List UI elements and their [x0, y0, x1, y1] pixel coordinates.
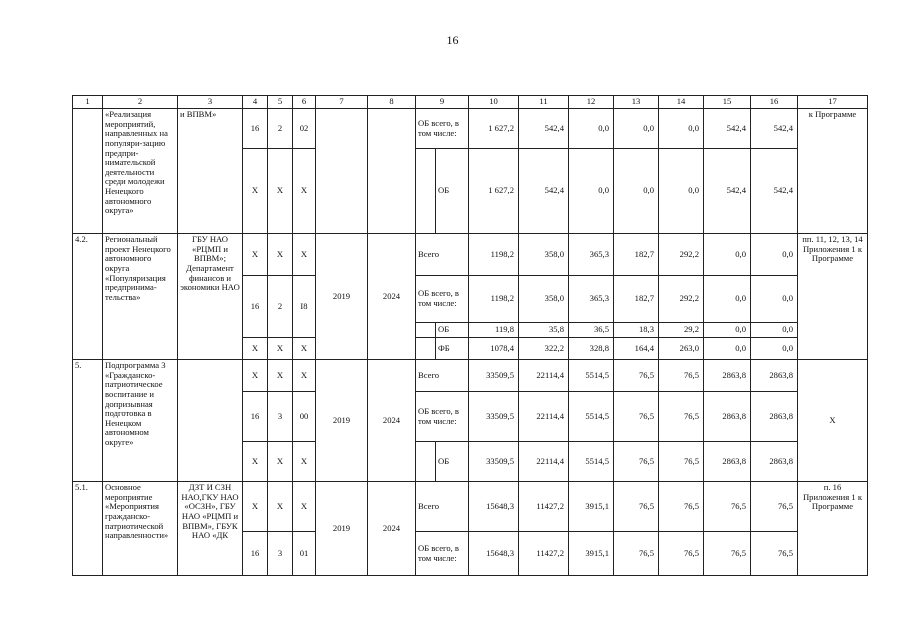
value-cell: 2863,8 [704, 360, 751, 392]
table-row [73, 109, 868, 149]
value-cell: 2863,8 [751, 392, 798, 442]
code-cell: X [243, 482, 268, 532]
column-header: 15 [704, 96, 751, 109]
code-cell: 02 [293, 109, 316, 149]
value-cell: 0,0 [614, 109, 659, 149]
table-row [73, 234, 868, 276]
value-cell: 22114,4 [519, 442, 569, 482]
value-cell: 22114,4 [519, 392, 569, 442]
code-cell: 2 [268, 109, 293, 149]
value-cell: 76,5 [659, 442, 704, 482]
code-cell: X [243, 338, 268, 360]
reference-cell: п. 16 Приложения 1 к Программе [798, 482, 868, 576]
value-cell: 365,3 [569, 276, 614, 323]
end-year: 2024 [368, 360, 416, 482]
code-cell: X [268, 360, 293, 392]
value-cell: 0,0 [751, 338, 798, 360]
row-number: 4.2. [73, 234, 103, 360]
value-cell: 33509,5 [469, 360, 519, 392]
start-year: 2019 [316, 360, 368, 482]
value-cell: 76,5 [614, 442, 659, 482]
value-cell: 76,5 [614, 392, 659, 442]
value-cell: 0,0 [659, 109, 704, 149]
code-cell: 2 [268, 276, 293, 338]
value-cell: 542,4 [704, 109, 751, 149]
value-cell: 11427,2 [519, 482, 569, 532]
executor: и ВПВМ» [178, 109, 243, 234]
code-cell: X [293, 442, 316, 482]
value-cell: 542,4 [519, 109, 569, 149]
code-cell: 16 [243, 392, 268, 442]
value-cell: 76,5 [614, 532, 659, 576]
row-number: 5.1. [73, 482, 103, 576]
code-cell: 3 [268, 532, 293, 576]
code-cell: 3 [268, 392, 293, 442]
value-cell: 0,0 [704, 276, 751, 323]
value-cell: 5514,5 [569, 360, 614, 392]
funding-source: ОБ всего, в том числе: [416, 532, 469, 576]
value-cell: 263,0 [659, 338, 704, 360]
column-header: 5 [268, 96, 293, 109]
value-cell: 119,8 [469, 323, 519, 338]
indent-cell [416, 338, 436, 360]
value-cell: 365,3 [569, 234, 614, 276]
value-cell: 1198,2 [469, 234, 519, 276]
column-header: 9 [416, 96, 469, 109]
value-cell: 0,0 [704, 234, 751, 276]
executor: ГБУ НАО «РЦМП и ВПВМ»; Департамент финансов и экономики НАО [178, 234, 243, 360]
value-cell: 2863,8 [704, 442, 751, 482]
table-row [73, 482, 868, 532]
value-cell: 5514,5 [569, 392, 614, 442]
column-header: 12 [569, 96, 614, 109]
code-cell: 16 [243, 109, 268, 149]
code-cell: 00 [293, 392, 316, 442]
value-cell: 11427,2 [519, 532, 569, 576]
indent-cell [416, 323, 436, 338]
reference-cell: X [798, 360, 868, 482]
value-cell: 15648,3 [469, 482, 519, 532]
code-cell: I8 [293, 276, 316, 338]
value-cell: 76,5 [659, 392, 704, 442]
indent-cell [416, 442, 436, 482]
column-header: 14 [659, 96, 704, 109]
code-cell: X [293, 338, 316, 360]
start-year: 2019 [316, 482, 368, 576]
value-cell: 328,8 [569, 338, 614, 360]
funding-source: ОБ [436, 442, 469, 482]
event-name: Региональный проект Ненецкого автономного округа «Популяризация предпринима-тельства» [103, 234, 178, 360]
start-year [316, 109, 368, 234]
funding-source: Всего [416, 234, 469, 276]
value-cell: 5514,5 [569, 442, 614, 482]
column-header: 6 [293, 96, 316, 109]
value-cell: 1078,4 [469, 338, 519, 360]
code-cell: X [243, 442, 268, 482]
code-cell: X [268, 482, 293, 532]
value-cell: 76,5 [614, 482, 659, 532]
value-cell: 76,5 [659, 532, 704, 576]
table-header-row [73, 96, 868, 109]
value-cell: 76,5 [751, 482, 798, 532]
row-number [73, 109, 103, 234]
value-cell: 15648,3 [469, 532, 519, 576]
code-cell: 16 [243, 532, 268, 576]
column-header: 11 [519, 96, 569, 109]
funding-source: ОБ [436, 323, 469, 338]
value-cell: 0,0 [751, 323, 798, 338]
funding-source: ФБ [436, 338, 469, 360]
value-cell: 542,4 [704, 149, 751, 234]
code-cell: X [293, 149, 316, 234]
funding-source: Всего [416, 482, 469, 532]
value-cell: 3915,1 [569, 532, 614, 576]
reference-cell: к Программе [798, 109, 868, 234]
code-cell: X [268, 338, 293, 360]
value-cell: 3915,1 [569, 482, 614, 532]
code-cell: 01 [293, 532, 316, 576]
start-year: 2019 [316, 234, 368, 360]
code-cell: X [268, 149, 293, 234]
column-header: 1 [73, 96, 103, 109]
code-cell: X [243, 360, 268, 392]
value-cell: 2863,8 [704, 392, 751, 442]
end-year [368, 109, 416, 234]
code-cell: X [243, 149, 268, 234]
value-cell: 1 627,2 [469, 109, 519, 149]
column-header: 2 [103, 96, 178, 109]
code-cell: 16 [243, 276, 268, 338]
column-header: 3 [178, 96, 243, 109]
value-cell: 322,2 [519, 338, 569, 360]
funding-source: ОБ [436, 149, 469, 234]
value-cell: 33509,5 [469, 392, 519, 442]
value-cell: 2863,8 [751, 360, 798, 392]
value-cell: 76,5 [659, 482, 704, 532]
value-cell: 76,5 [614, 360, 659, 392]
value-cell: 182,7 [614, 276, 659, 323]
value-cell: 542,4 [751, 109, 798, 149]
column-header: 4 [243, 96, 268, 109]
code-cell: X [293, 234, 316, 276]
funding-source: ОБ всего, в том числе: [416, 109, 469, 149]
code-cell: X [268, 234, 293, 276]
value-cell: 0,0 [704, 323, 751, 338]
value-cell: 35,8 [519, 323, 569, 338]
executor: ДЗТ И СЗН НАО,ГКУ НАО «ОСЗН», ГБУ НАО «РЦМП и ВПВМ», ГБУК НАО «ДК [178, 482, 243, 576]
page-number: 16 [446, 33, 459, 47]
value-cell: 0,0 [659, 149, 704, 234]
event-name: «Реализация мероприятий, направленных на популяри-зацию предпри-нимательской деятельности среди молодежи Ненецкого автономного округа» [103, 109, 178, 234]
value-cell: 182,7 [614, 234, 659, 276]
event-name: Подпрограмма 3 «Гражданско-патриотическое воспитание и допризывная подготовка в Ненецком автономном округе» [103, 360, 178, 482]
value-cell: 76,5 [704, 482, 751, 532]
value-cell: 1 627,2 [469, 149, 519, 234]
value-cell: 76,5 [659, 360, 704, 392]
value-cell: 22114,4 [519, 360, 569, 392]
column-header: 17 [798, 96, 868, 109]
funding-source: ОБ всего, в том числе: [416, 392, 469, 442]
reference-cell: пп. 11, 12, 13, 14 Приложения 1 к Программе [798, 234, 868, 360]
funding-source: Всего [416, 360, 469, 392]
value-cell: 0,0 [569, 109, 614, 149]
column-header: 7 [316, 96, 368, 109]
code-cell: X [293, 360, 316, 392]
code-cell: X [268, 442, 293, 482]
value-cell: 18,3 [614, 323, 659, 338]
value-cell: 164,4 [614, 338, 659, 360]
value-cell: 0,0 [751, 276, 798, 323]
column-header: 13 [614, 96, 659, 109]
program-table [72, 95, 868, 576]
value-cell: 0,0 [704, 338, 751, 360]
code-cell: X [243, 234, 268, 276]
value-cell: 0,0 [569, 149, 614, 234]
value-cell: 29,2 [659, 323, 704, 338]
executor [178, 360, 243, 482]
value-cell: 76,5 [704, 532, 751, 576]
value-cell: 292,2 [659, 234, 704, 276]
row-number: 5. [73, 360, 103, 482]
value-cell: 0,0 [614, 149, 659, 234]
column-header: 10 [469, 96, 519, 109]
value-cell: 0,0 [751, 234, 798, 276]
column-header: 16 [751, 96, 798, 109]
value-cell: 292,2 [659, 276, 704, 323]
value-cell: 358,0 [519, 276, 569, 323]
table-row [73, 360, 868, 392]
value-cell: 542,4 [519, 149, 569, 234]
end-year: 2024 [368, 234, 416, 360]
value-cell: 36,5 [569, 323, 614, 338]
column-header: 8 [368, 96, 416, 109]
event-name: Основное мероприятие «Мероприятия гражданско-патриотической направленности» [103, 482, 178, 576]
value-cell: 1198,2 [469, 276, 519, 323]
funding-source: ОБ всего, в том числе: [416, 276, 469, 323]
value-cell: 76,5 [751, 532, 798, 576]
indent-cell [416, 149, 436, 234]
value-cell: 358,0 [519, 234, 569, 276]
value-cell: 33509,5 [469, 442, 519, 482]
value-cell: 542,4 [751, 149, 798, 234]
end-year: 2024 [368, 482, 416, 576]
code-cell: X [293, 482, 316, 532]
value-cell: 2863,8 [751, 442, 798, 482]
